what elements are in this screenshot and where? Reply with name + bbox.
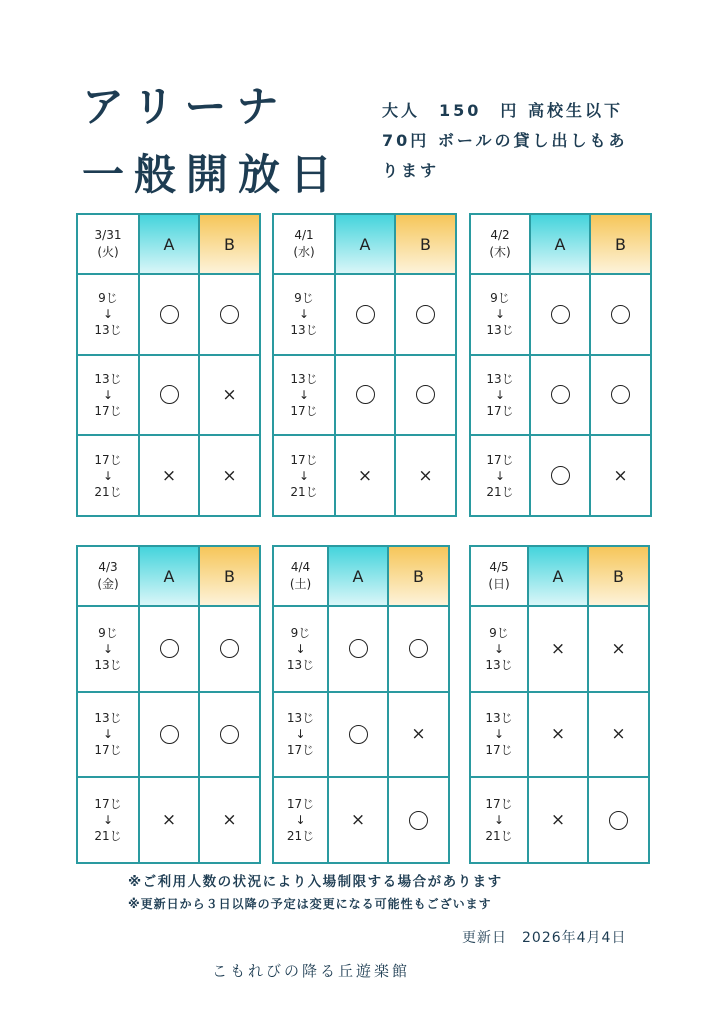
date-label: 4/4 [290, 560, 311, 574]
table-row [273, 606, 449, 692]
time-slot-cell [273, 355, 335, 436]
unavailable-cross-icon: × [161, 810, 177, 831]
court-b-availability [388, 777, 449, 863]
time-slot-cell [470, 355, 530, 436]
available-circle-icon [409, 811, 428, 830]
date-label: 4/1 [294, 228, 314, 242]
time-slot-cell [77, 692, 139, 778]
court-b-availability [588, 692, 649, 778]
court-b-availability [395, 274, 456, 355]
court-b-header: B [388, 546, 449, 606]
court-a-availability [139, 692, 199, 778]
court-a-availability [530, 435, 590, 516]
court-b-availability [388, 606, 449, 692]
unavailable-cross-icon: × [550, 638, 566, 659]
court-b-availability [199, 777, 260, 863]
court-a-header: A [530, 214, 590, 274]
available-circle-icon [611, 305, 630, 324]
schedule-table [76, 545, 261, 864]
unavailable-cross-icon: × [418, 465, 433, 486]
time-slot-start: 9じ [290, 625, 311, 640]
time-slot-arrow: ↓ [298, 307, 310, 322]
court-b-availability [199, 692, 260, 778]
date-header [470, 214, 530, 274]
table-row [273, 355, 456, 436]
court-b-availability [199, 435, 260, 516]
time-slot-cell [77, 435, 139, 516]
time-slot-end: 17じ [290, 403, 318, 418]
court-a-availability [139, 606, 199, 692]
time-slot-arrow: ↓ [493, 641, 505, 656]
page-title-line1: アリーナ [82, 82, 289, 131]
price-info-line2: 70円 ボールの貸し出しもあ [382, 131, 628, 150]
available-circle-icon [551, 305, 570, 324]
time-slot-cell [273, 274, 335, 355]
unavailable-cross-icon: × [222, 465, 237, 486]
time-slot-start: 9じ [98, 625, 118, 640]
date-header [77, 546, 139, 606]
unavailable-cross-icon: × [550, 810, 566, 831]
time-slot-start: 13じ [486, 371, 514, 386]
table-row [77, 606, 260, 692]
time-slot-start: 17じ [94, 452, 122, 467]
court-a-availability [328, 777, 388, 863]
court-b-header: B [588, 546, 649, 606]
table-row [273, 435, 456, 516]
time-slot-arrow: ↓ [295, 813, 306, 828]
time-slot-cell [77, 606, 139, 692]
table-row [273, 777, 449, 863]
price-info-line1: 大人 150 円 高校生以下 [382, 101, 623, 120]
time-slot-arrow: ↓ [102, 307, 114, 322]
time-slot-end: 21じ [286, 829, 315, 844]
time-slot-cell [470, 692, 528, 778]
page-title-line2: 一般開放日 [82, 150, 343, 199]
time-slot-end: 13じ [486, 323, 514, 338]
unavailable-cross-icon: × [222, 384, 237, 405]
table-row [273, 274, 456, 355]
note-entry-limit: ※ご利用人数の状況により入場制限する場合があります [128, 874, 503, 890]
time-slot-end: 21じ [94, 484, 122, 499]
court-b-header: B [199, 214, 260, 274]
time-slot-arrow: ↓ [493, 727, 505, 742]
time-slot-arrow: ↓ [102, 813, 114, 828]
time-slot-arrow: ↓ [102, 468, 114, 483]
time-slot-arrow: ↓ [493, 813, 505, 828]
court-b-header: B [395, 214, 456, 274]
time-slot-arrow: ↓ [298, 387, 310, 402]
time-slot-end: 13じ [290, 323, 318, 338]
court-b-availability [395, 435, 456, 516]
table-row [77, 274, 260, 355]
court-a-availability [335, 435, 395, 516]
time-slot-end: 21じ [485, 829, 513, 844]
time-slot-cell [77, 274, 139, 355]
time-slot-start: 17じ [286, 797, 315, 812]
schedule-table [76, 213, 261, 517]
available-circle-icon [160, 385, 179, 404]
time-slot-cell [470, 606, 528, 692]
time-slot-end: 17じ [486, 403, 514, 418]
court-a-header: A [139, 214, 199, 274]
table-row [470, 435, 651, 516]
court-b-availability [588, 777, 649, 863]
time-slot-cell [77, 355, 139, 436]
available-circle-icon [349, 639, 368, 658]
time-slot-start: 13じ [485, 711, 513, 726]
note-schedule-change: ※更新日から３日以降の予定は変更になる可能性もございます [128, 897, 492, 911]
unavailable-cross-icon: × [222, 810, 237, 831]
time-slot-arrow: ↓ [295, 641, 306, 656]
available-circle-icon [409, 639, 428, 658]
court-a-header: A [139, 546, 199, 606]
time-slot-arrow: ↓ [102, 727, 114, 742]
unavailable-cross-icon: × [411, 724, 426, 745]
time-slot-end: 21じ [290, 484, 318, 499]
time-slot-start: 17じ [485, 797, 513, 812]
available-circle-icon [160, 725, 179, 744]
court-a-header: A [528, 546, 588, 606]
schedule-table [469, 545, 650, 864]
time-slot-arrow: ↓ [494, 387, 506, 402]
date-header [273, 214, 335, 274]
time-slot-start: 9じ [98, 291, 118, 306]
court-a-availability [139, 274, 199, 355]
table-row [77, 777, 260, 863]
available-circle-icon [220, 639, 239, 658]
schedule-table [469, 213, 652, 517]
time-slot-start: 9じ [489, 625, 509, 640]
time-slot-cell [470, 274, 530, 355]
time-slot-start: 17じ [486, 452, 514, 467]
available-circle-icon [416, 385, 435, 404]
time-slot-end: 13じ [94, 323, 122, 338]
court-a-availability [139, 777, 199, 863]
date-header [470, 546, 528, 606]
available-circle-icon [416, 305, 435, 324]
time-slot-cell [470, 777, 528, 863]
table-row [470, 777, 649, 863]
time-slot-arrow: ↓ [102, 641, 114, 656]
weekday-label: (土) [289, 577, 312, 591]
schedule-table [272, 545, 450, 864]
updated-date: 更新日 2026年4月4日 [462, 930, 627, 946]
time-slot-cell [273, 777, 328, 863]
court-a-header: A [328, 546, 388, 606]
court-b-availability [199, 355, 260, 436]
court-b-availability [199, 606, 260, 692]
weekday-label: (日) [488, 577, 510, 591]
time-slot-start: 13じ [290, 371, 318, 386]
unavailable-cross-icon: × [161, 465, 177, 486]
time-slot-cell [273, 435, 335, 516]
unavailable-cross-icon: × [611, 724, 626, 745]
court-a-availability [530, 355, 590, 436]
court-b-availability [590, 274, 651, 355]
court-a-availability [335, 355, 395, 436]
available-circle-icon [220, 725, 239, 744]
time-slot-start: 13じ [286, 711, 315, 726]
time-slot-end: 17じ [94, 403, 122, 418]
available-circle-icon [611, 385, 630, 404]
date-header [77, 214, 139, 274]
date-label: 4/5 [489, 560, 509, 574]
time-slot-end: 21じ [486, 484, 514, 499]
available-circle-icon [356, 305, 375, 324]
weekday-label: (木) [489, 245, 511, 259]
court-b-availability [388, 692, 449, 778]
time-slot-end: 13じ [286, 657, 315, 672]
weekday-label: (水) [293, 245, 315, 259]
available-circle-icon [160, 305, 179, 324]
table-row [273, 692, 449, 778]
unavailable-cross-icon: × [611, 638, 626, 659]
time-slot-end: 13じ [94, 657, 122, 672]
available-circle-icon [356, 385, 375, 404]
time-slot-cell [273, 606, 328, 692]
time-slot-arrow: ↓ [494, 307, 506, 322]
table-row [77, 355, 260, 436]
court-b-availability [590, 355, 651, 436]
unavailable-cross-icon: × [350, 810, 366, 831]
time-slot-start: 17じ [290, 452, 318, 467]
time-slot-end: 21じ [94, 829, 122, 844]
date-label: 4/3 [98, 560, 118, 574]
date-label: 4/2 [490, 228, 510, 242]
time-slot-start: 9じ [490, 291, 510, 306]
court-b-availability [590, 435, 651, 516]
court-b-header: B [590, 214, 651, 274]
unavailable-cross-icon: × [550, 724, 566, 745]
time-slot-end: 17じ [485, 743, 513, 758]
time-slot-end: 17じ [94, 743, 122, 758]
court-a-availability [139, 355, 199, 436]
time-slot-arrow: ↓ [298, 468, 310, 483]
table-row [470, 692, 649, 778]
unavailable-cross-icon: × [357, 465, 373, 486]
court-a-availability [530, 274, 590, 355]
time-slot-start: 13じ [94, 711, 122, 726]
available-circle-icon [609, 811, 628, 830]
court-a-availability [328, 606, 388, 692]
date-header [273, 546, 328, 606]
time-slot-start: 13じ [94, 371, 122, 386]
time-slot-start: 9じ [294, 291, 314, 306]
time-slot-cell [273, 692, 328, 778]
weekday-label: (金) [97, 577, 119, 591]
date-label: 3/31 [94, 228, 122, 242]
court-b-availability [199, 274, 260, 355]
time-slot-cell [470, 435, 530, 516]
facility-name: こもれびの降る丘遊楽館 [212, 962, 411, 980]
court-a-header: A [335, 214, 395, 274]
time-slot-start: 17じ [94, 797, 122, 812]
table-row [77, 435, 260, 516]
court-b-availability [395, 355, 456, 436]
schedule-table [272, 213, 457, 517]
table-row [77, 692, 260, 778]
unavailable-cross-icon: × [613, 465, 628, 486]
court-a-availability [528, 777, 588, 863]
time-slot-end: 13じ [485, 657, 513, 672]
table-row [470, 355, 651, 436]
available-circle-icon [160, 639, 179, 658]
available-circle-icon [220, 305, 239, 324]
time-slot-arrow: ↓ [494, 468, 506, 483]
court-a-availability [328, 692, 388, 778]
price-info-line3: ります [382, 161, 440, 180]
table-row [470, 606, 649, 692]
court-b-header: B [199, 546, 260, 606]
court-a-availability [528, 606, 588, 692]
weekday-label: (火) [97, 245, 119, 259]
time-slot-arrow: ↓ [102, 387, 114, 402]
court-b-availability [588, 606, 649, 692]
table-row [470, 274, 651, 355]
available-circle-icon [551, 466, 570, 485]
available-circle-icon [349, 725, 368, 744]
time-slot-cell [77, 777, 139, 863]
time-slot-end: 17じ [286, 743, 315, 758]
court-a-availability [528, 692, 588, 778]
time-slot-arrow: ↓ [295, 727, 306, 742]
available-circle-icon [551, 385, 570, 404]
court-a-availability [139, 435, 199, 516]
court-a-availability [335, 274, 395, 355]
